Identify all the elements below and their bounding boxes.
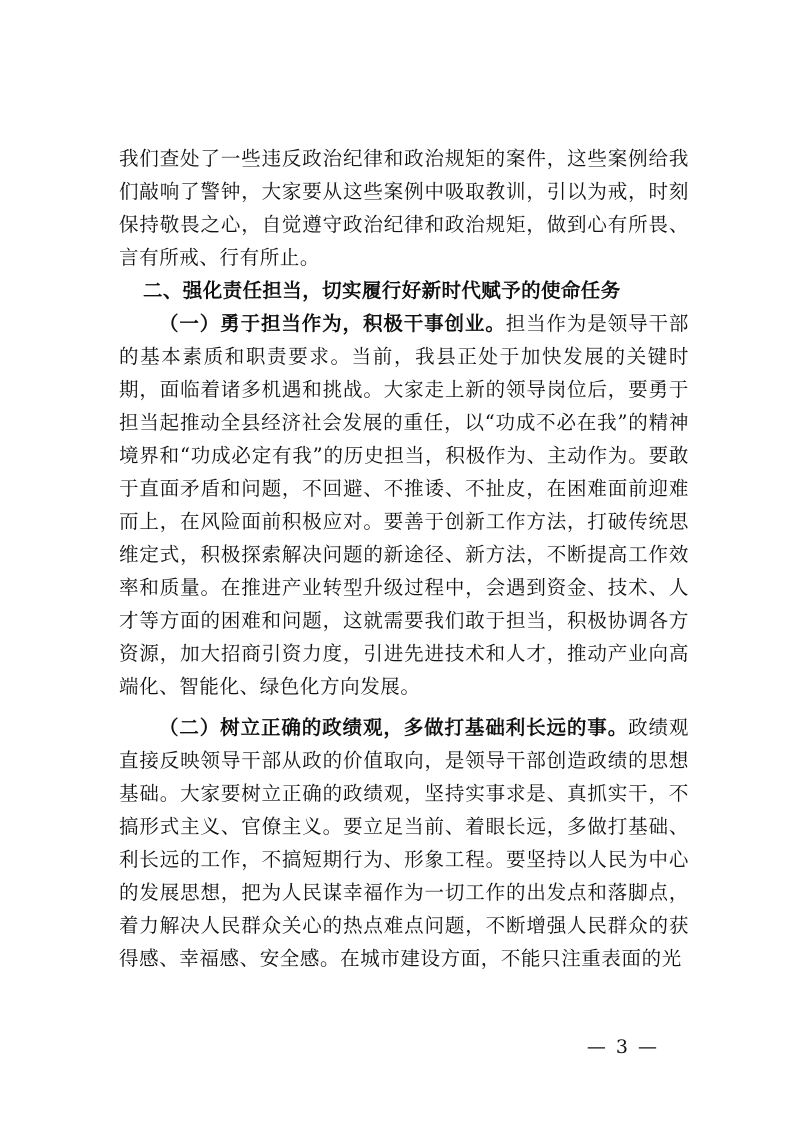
subsection-2-heading: （二）树立正确的政绩观，多做打基础利长远的事。 [159,716,629,739]
section-heading: 二、强化责任担当，切实履行好新时代赋予的使命任务 [143,279,621,302]
subsection-1-paragraph [119,307,689,703]
subsection-2-body: 政绩观直接反映领导干部从政的价值取向，是领导干部创造政绩的思想基础。大家要树立正确的政绩观，坚持实事求是、真抓实干，不搞形式主义、官僚主义。要立足当前、着眼长远，多做打基础、利长远的工作，不搞短期行为、形象工程。要坚持以人民为中心的发展思想，把为人民谋幸福作为一切工作的出发点和落脚点，着力解决人民群众关心的热点难点问题，不断增强人民群众的获得感、幸福感、安全感。在城市建设方面，不能只注重表面的光 [119,716,689,970]
page-number: — 3 — [586,1036,659,1058]
intro-paragraph: 我们查处了一些违反政治纪律和政治规矩的案件，这些案例给我们敲响了警钟，大家要从这些案例中吸取教训，引以为戒，时刻保持敬畏之心，自觉遵守政治纪律和政治规矩，做到心有所畏、言有所戒、行有所止。 [119,147,689,269]
subsection-1-body: 担当作为是领导干部的基本素质和职责要求。当前，我县正处于加快发展的关键时期，面临着诸多机遇和挑战。大家走上新的领导岗位后，要勇于担当起推动全县经济社会发展的重任，以“功成不必在我”的精神境界和“功成必定有我”的历史担当，积极作为、主动作为。要敢于直面矛盾和问题，不回避、不推诿、不扯皮，在困难面前迎难而上，在风险面前积极应对。要善于创新工作方法，打破传统思维定式，积极探索解决问题的新途径、新方法，不断提高工作效率和质量。在推进产业转型升级过程中，会遇到资金、技术、人才等方面的困难和问题，这就需要我们敢于担当，积极协调各方资源，加大招商引资力度，引进先进技术和人才，推动产业向高端化、智能化、绿色化方向发展。 [119,312,689,698]
document-body [119,142,689,975]
subsection-1-heading: （一）勇于担当作为，积极干事创业。 [159,312,506,335]
subsection-2-paragraph [119,711,689,975]
